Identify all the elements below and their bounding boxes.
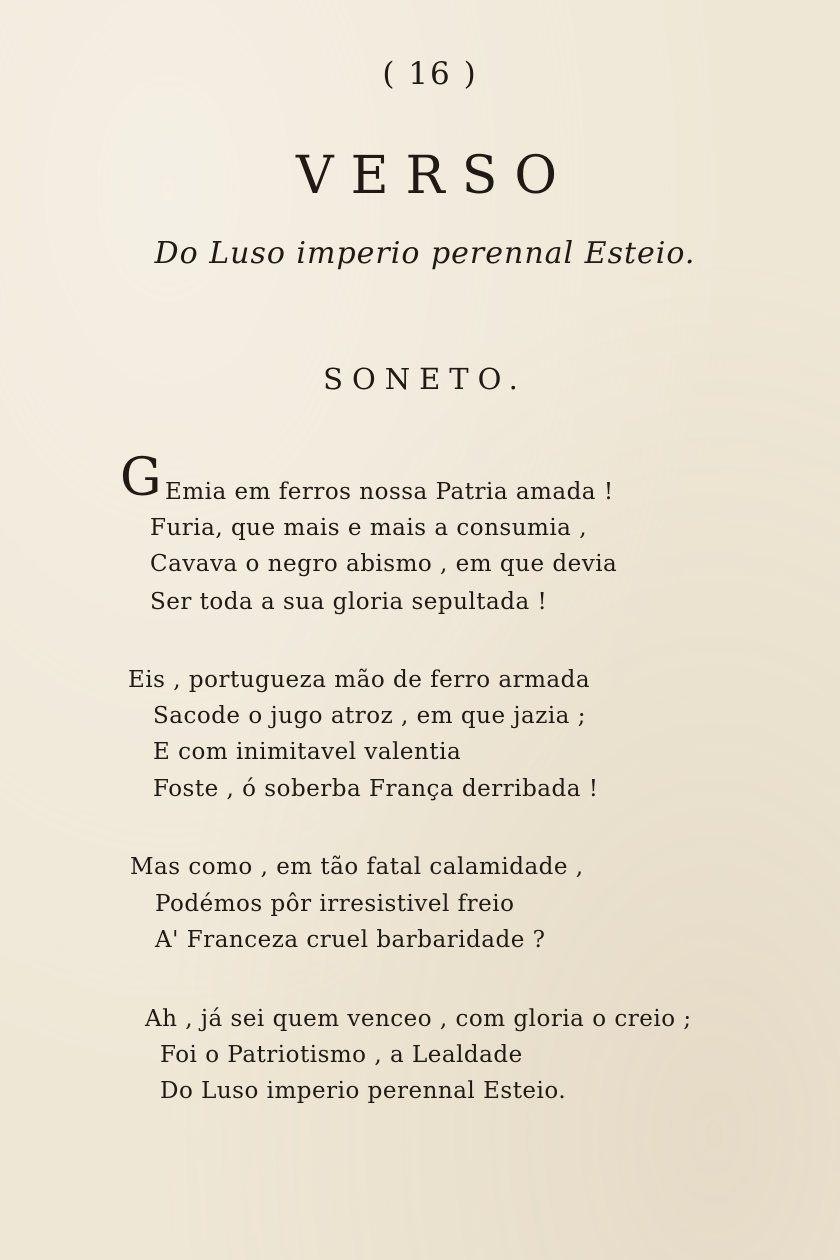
drop-cap: G (120, 448, 162, 508)
poem-line: Mas como , em tão fatal calamidade , (130, 854, 584, 880)
section-heading: SONETO. (323, 362, 527, 396)
poem-line: Eis , portugueza mão de ferro armada (128, 667, 591, 693)
poem-line: A' Franceza cruel barbaridade ? (155, 927, 546, 953)
poem-line: Ah , já sei quem venceo , com gloria o creio ; (145, 1006, 692, 1032)
subtitle: Do Luso imperio perennal Esteio. (154, 236, 696, 271)
page-number: ( 16 ) (382, 56, 478, 92)
poem-line: Foi o Patriotismo , a Lealdade (160, 1042, 523, 1068)
poem-line: Emia em ferros nossa Patria amada ! (165, 479, 614, 505)
poem-line: Sacode o jugo atroz , em que jazia ; (153, 703, 586, 729)
poem-line: Foste , ó soberba França derribada ! (153, 776, 599, 802)
poem-line: Furia, que mais e mais a consumia , (150, 515, 588, 541)
poem-line: E com inimitavel valentia (153, 739, 462, 765)
poem-line: Podémos pôr irresistivel freio (155, 891, 515, 917)
poem-line: Do Luso imperio perennal Esteio. (160, 1078, 567, 1104)
page-title: VERSO (296, 146, 574, 206)
poem-line: Ser toda a sua gloria sepultada ! (150, 589, 548, 615)
poem-line: Cavava o negro abismo , em que devia (150, 551, 618, 577)
